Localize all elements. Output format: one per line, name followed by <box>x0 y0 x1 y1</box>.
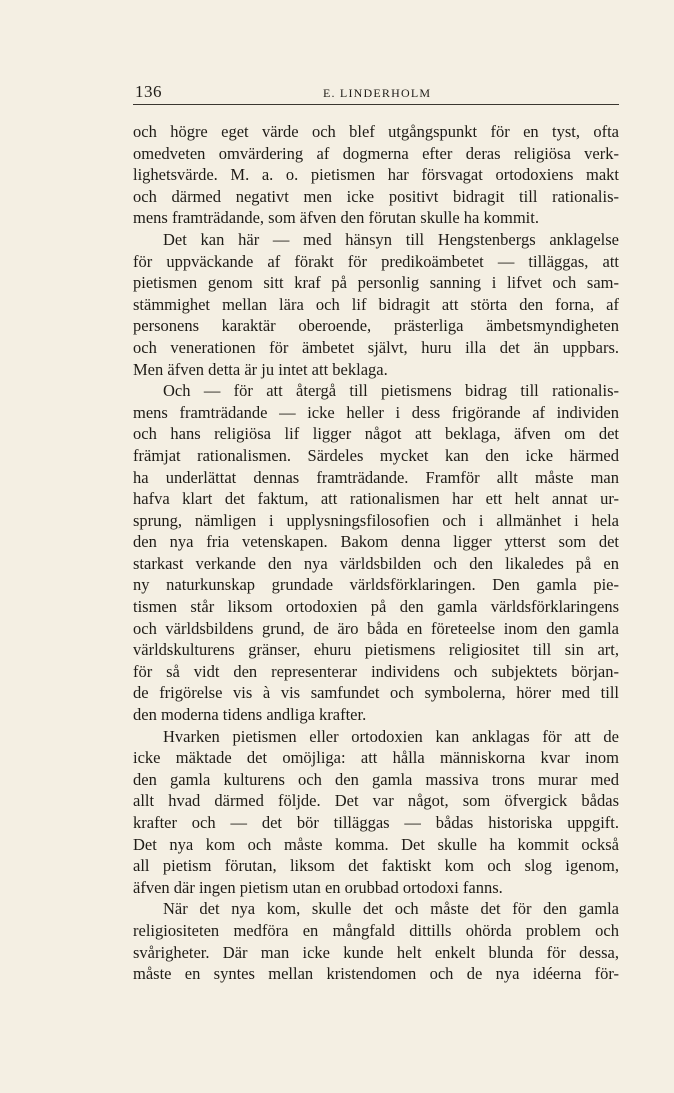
text-line: den nya fria vetenskapen. Bakom denna ligger ytterst som det <box>133 532 619 552</box>
text-line: Det nya kom och måste komma. Det skulle ha kommit också <box>133 834 619 854</box>
text-line: mens framträdande — icke heller i dess frigörande af individen <box>133 402 619 422</box>
running-head: E. LINDERHOLM <box>323 86 432 100</box>
text-line: starkast verkande den nya världsbilden och den likaledes på en <box>133 553 619 573</box>
text-line: all pietism förutan, liksom det faktiskt kom och slog igenom, <box>133 856 619 876</box>
text-line: världskulturens gränser, ehuru pietismens religiositet till sin art, <box>133 640 619 660</box>
text-line: främjat rationalismen. Särdeles mycket kan den icke härmed <box>133 445 619 465</box>
text-line: för uppväckande af förakt för predikoämbetet — tilläggas, att <box>133 251 619 271</box>
text-line: svårigheter. Där man icke kunde helt enkelt blunda för dessa, <box>133 942 619 962</box>
text-line: för så vidt den representerar individens och subjektets början- <box>133 661 619 681</box>
text-line: sprung, nämligen i upplysningsfilosofien och i allmänhet i hela <box>133 510 619 530</box>
body-text <box>133 121 619 985</box>
text-line: och hans religiösa lif ligger något att beklaga, äfven om det <box>133 424 619 444</box>
text-line: lighetsvärde. M. a. o. pietismen har försvagat ortodoxiens makt <box>133 165 619 185</box>
text-line: och därmed negativt men icke positivt bidragit till rationalis- <box>133 186 619 206</box>
text-line: ny naturkunskap grundade världsförklaringen. Den gamla pie- <box>133 575 619 595</box>
text-line: och venerationen för ämbetet självt, huru illa det än uppbars. <box>133 337 619 357</box>
text-line: religiositeten medföra en mångfald dittills ohörda problem och <box>133 920 619 940</box>
text-line: den gamla kulturens och den gamla massiva trons murar med <box>133 769 619 789</box>
text-line: och världsbildens grund, de äro båda en företeelse inom den gamla <box>133 618 619 638</box>
text-line: icke mäktade det omöjliga: att hålla människorna kvar inom <box>133 748 619 768</box>
text-line: Och — för att återgå till pietismens bidrag till rationalis- <box>163 381 619 401</box>
text-line: måste en syntes mellan kristendomen och de nya idéerna för- <box>133 964 619 984</box>
text-line: tismen står liksom ortodoxien på den gamla världsförklaringens <box>133 597 619 617</box>
text-line: Det kan här — med hänsyn till Hengstenbergs anklagelse <box>163 229 619 249</box>
text-line: allt hvad därmed följde. Det var något, som öfvergick bådas <box>133 791 619 811</box>
text-line: de frigörelse vis à vis samfundet och symbolerna, hörer med till <box>133 683 619 703</box>
text-line: hafva klart det faktum, att rationalismen har ett helt annat ur- <box>133 489 619 509</box>
text-line: stämmighet mellan lära och lif bidragit att störta den forna, af <box>133 294 619 314</box>
text-line: den moderna tidens andliga krafter. <box>133 705 367 725</box>
text-line: Hvarken pietismen eller ortodoxien kan anklagas för att de <box>163 726 619 746</box>
text-line: När det nya kom, skulle det och måste det för den gamla <box>163 899 619 919</box>
text-line: omedveten omvärdering af dogmerna efter deras religiösa verk- <box>133 143 619 163</box>
text-line: pietismen genom sitt kraf på personlig sanning i lifvet och sam- <box>133 273 619 293</box>
page-number: 136 <box>135 82 162 101</box>
text-line: mens framträdande, som äfven den förutan skulle ha kommit. <box>133 208 539 228</box>
text-line: krafter och — det bör tilläggas — bådas historiska uppgift. <box>133 813 619 832</box>
text-line: äfven där ingen pietism utan en orubbad ortodoxi fanns. <box>133 877 503 897</box>
page-header <box>133 80 619 105</box>
text-line: ha underlättat dennas framträdande. Framför allt måste man <box>133 467 619 487</box>
text-line: och högre eget värde och blef utgångspunkt för en tyst, ofta <box>133 122 619 141</box>
text-line: personens karaktär oberoende, prästerliga ämbetsmyndigheten <box>133 316 619 336</box>
text-line: Men äfven detta är ju intet att beklaga. <box>133 359 388 379</box>
